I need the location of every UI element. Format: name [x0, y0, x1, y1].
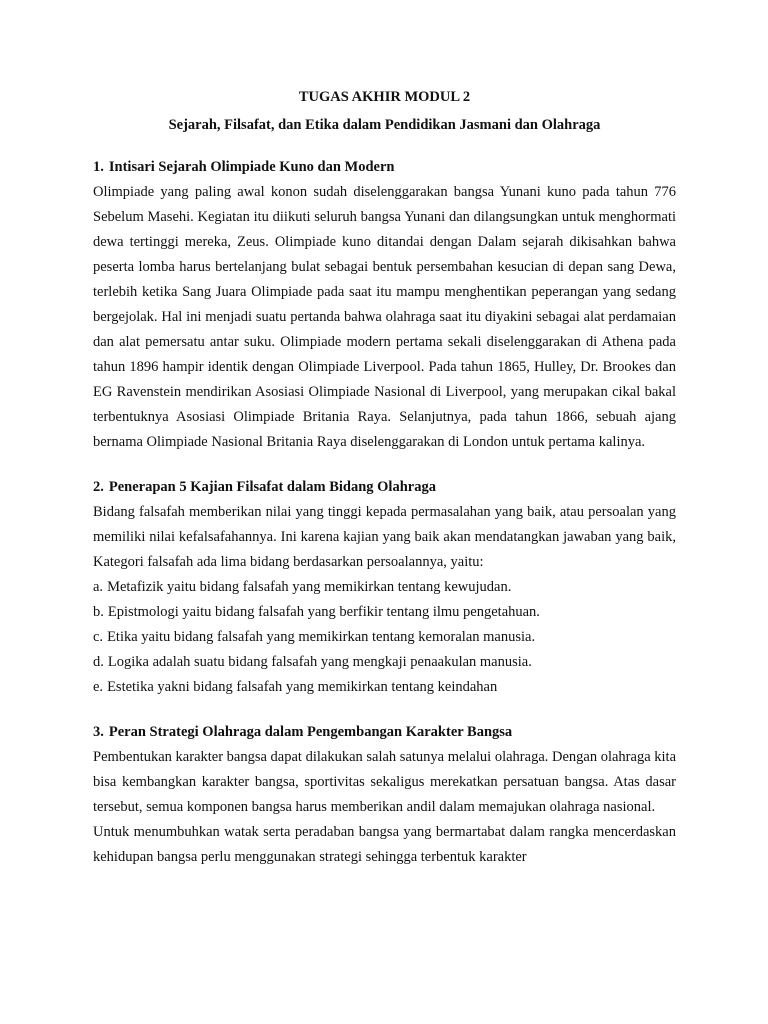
list-item: [93, 625, 676, 650]
section-number: 2.: [93, 479, 104, 495]
document-title: TUGAS AKHIR MODUL 2: [298, 89, 471, 105]
list-marker: e.: [93, 679, 104, 695]
section-sport-strategy: [93, 722, 676, 870]
list-item-text: Etika yaitu bidang falsafah yang memikirkan tentang kemoralan manusia.: [107, 629, 536, 645]
section-paragraph: Untuk menumbuhkan watak serta peradaban bangsa yang bermartabat dalam rangka mencerdaskan kehidupan bangsa perlu menggunakan strategi sehingga terbentuk karakter: [93, 824, 676, 865]
philosophy-list: [93, 575, 676, 700]
section-heading: [93, 477, 676, 497]
document-subtitle: Sejarah, Filsafat, dan Etika dalam Pendidikan Jasmani dan Olahraga: [168, 117, 601, 133]
list-item: [93, 675, 676, 700]
section-heading: [93, 722, 676, 742]
section-olympic-history: [93, 157, 676, 455]
list-item-text: Estetika yakni bidang falsafah yang memikirkan tentang keindahan: [107, 679, 498, 695]
section-heading-text: Penerapan 5 Kajian Filsafat dalam Bidang Olahraga: [108, 479, 436, 495]
list-marker: b.: [93, 604, 104, 620]
list-item-text: Epistmologi yaitu bidang falsafah yang berfikir tentang ilmu pengetahuan.: [107, 604, 540, 620]
list-marker: a.: [93, 579, 104, 595]
section-heading-text: Intisari Sejarah Olimpiade Kuno dan Modern: [108, 159, 395, 175]
list-item: [93, 600, 676, 625]
list-marker: c.: [93, 629, 104, 645]
list-marker: d.: [93, 654, 104, 670]
section-philosophy: [93, 477, 676, 700]
list-item: [93, 650, 676, 675]
section-heading-text: Peran Strategi Olahraga dalam Pengembangan Karakter Bangsa: [108, 724, 513, 740]
section-paragraph: Olimpiade yang paling awal konon sudah diselenggarakan bangsa Yunani kuno pada tahun 776 Sebelum Masehi. Kegiatan itu diikuti seluruh bangsa Yunani dan dilangsungkan untuk menghormati dewa tertinggi mereka, Zeus. Olimpiade kuno ditandai dengan Dalam sejarah dikisahkan bahwa peserta lomba harus bertelanjang bulat sebagai bentuk persembahan kesucian di depan sang Dewa, terlebih ketika Sang Juara Olimpiade pada saat itu mampu menghentikan peperangan yang sedang bergejolak. Hal ini menjadi suatu pertanda bahwa olahraga saat itu diyakini sebagai alat perdamaian dan alat pemersatu antar suku. Olimpiade modern pertama sekali diselenggarakan di Athena pada tahun 1896 hampir identik dengan Olimpiade Liverpool. Pada tahun 1865, Hulley, Dr. Brookes dan EG Ravenstein mendirikan Asosiasi Olimpiade Nasional di Liverpool, yang merupakan cikal bakal terbentuknya Asosiasi Olimpiade Britania Raya. Selanjutnya, pada tahun 1866, sebuah ajang bernama Olimpiade Nasional Britania Raya diselenggarakan di London untuk pertama kalinya.: [93, 184, 676, 450]
list-item: [93, 575, 676, 600]
list-item-text: Logika adalah suatu bidang falsafah yang mengkaji penaakulan manusia.: [107, 654, 532, 670]
section-heading: [93, 157, 676, 177]
section-paragraph: Bidang falsafah memberikan nilai yang tinggi kepada permasalahan yang baik, atau persoalan yang memiliki nilai kefalsafahannya. Ini karena kajian yang baik akan mendatangkan jawaban yang baik, Kategori falsafah ada lima bidang berdasarkan persoalannya, yaitu:: [93, 504, 676, 570]
list-item-text: Metafizik yaitu bidang falsafah yang memikirkan tentang kewujudan.: [107, 579, 512, 595]
section-number: 3.: [93, 724, 104, 740]
section-number: 1.: [93, 159, 104, 175]
section-paragraph: Pembentukan karakter bangsa dapat dilakukan salah satunya melalui olahraga. Dengan olahraga kita bisa kembangkan karakter bangsa, sportivitas sekaligus merekatkan persatuan bangsa. Atas dasar tersebut, semua komponen bangsa harus memberikan andil dalam memajukan olahraga nasional.: [93, 749, 677, 815]
